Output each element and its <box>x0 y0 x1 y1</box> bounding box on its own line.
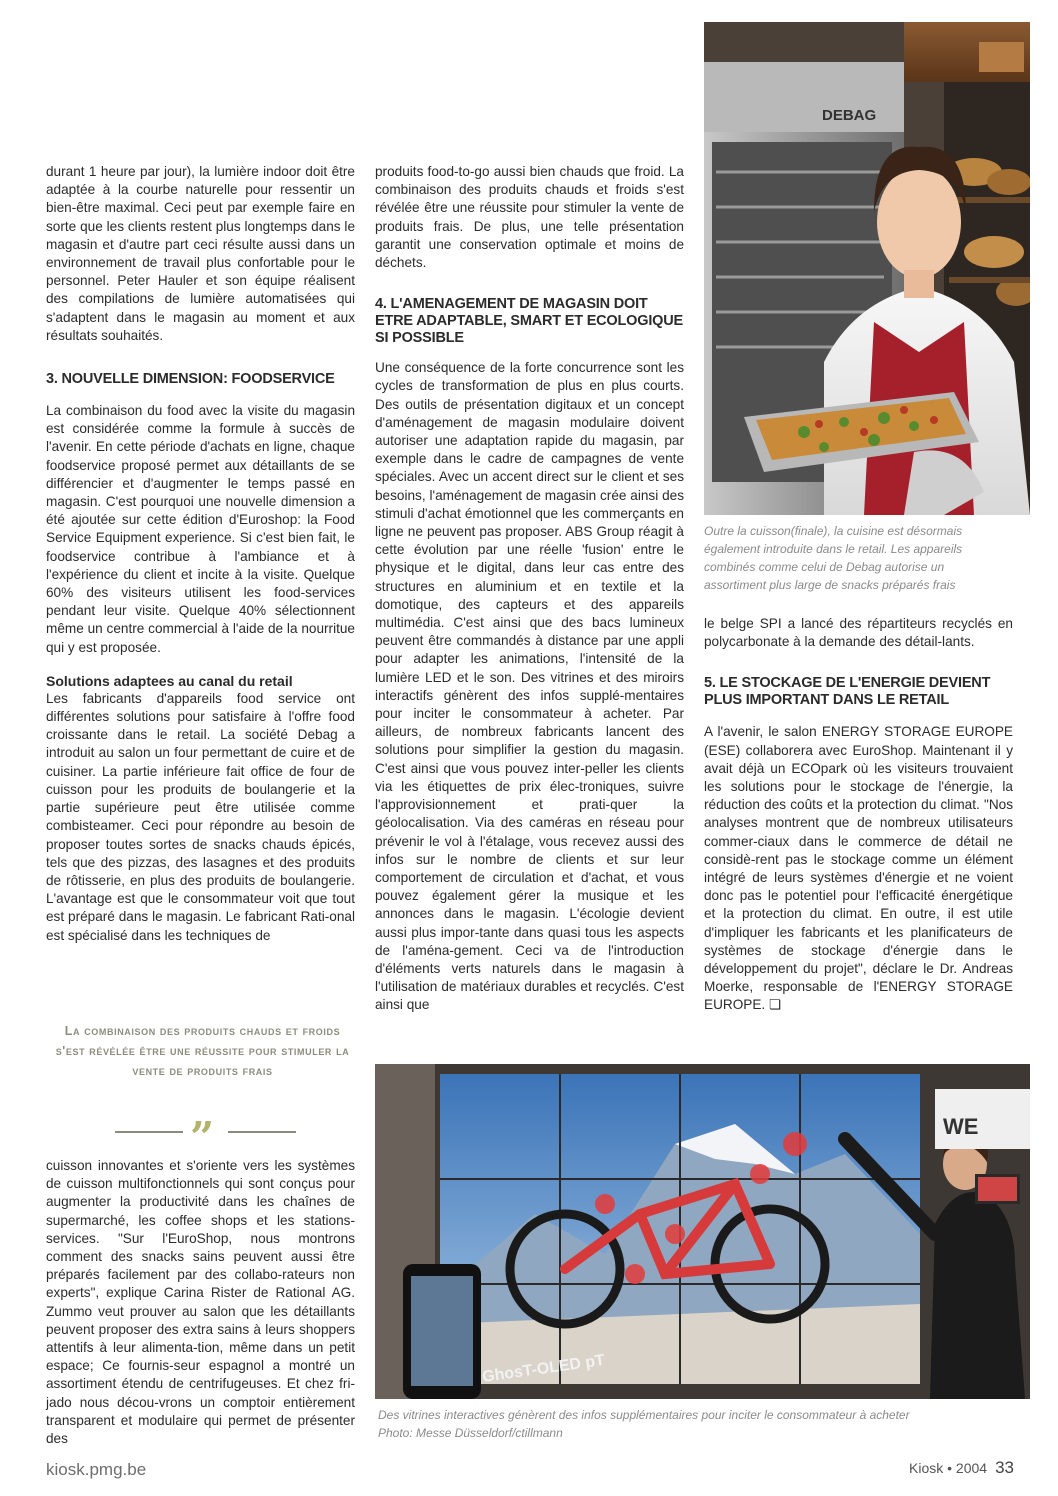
quote-mark-icon: ” <box>190 1113 215 1162</box>
paragraph: Une conséquence de la forte concurrence sont les cycles de transformation de plus en plus courts. Des outils de présentation digitaux et un concept d'aménagement de magasin modulaire doivent autoriser une adaptation rapide du magasin, par exemple dans le cadre de campagnes de vente spéciales. Avec un accent direct sur le client et ses besoins, l'aménagement de magasin crée ainsi des stimuli d'achat émotionnel que les commerçants en ligne ne peuvent pas proposer. ABS Group réagit à cette évolution par une réelle 'fusion' entre le physique et le digital, dans leur cas entre des structures en aluminium et en textile et la domotique, des capteurs et des appareils multimédia. C'est ainsi que des bacs lumineux peuvent être commandés à distance par une appli pour adapter les animations, l'intensité de la lumière LED et le son. Des vitrines et des miroirs interactifs génèrent des infos supplé-mentaires pour inciter le consommateur à acheter. Par ailleurs, de nombreux fabricants lancent des solutions pour simplifier la gestion du magasin. C'est ainsi que vous pouvez inter-peller les clients via les étiquettes de prix élec-troniques, suivre l'approvisionnement et prati-quer la géolocalisation. Via des caméras en réseau pour prévenir le vol à l'étalage, vous recevez aussi des infos sur le nombre de clients et sur leur comportement de circulation et d'achat, et vous pouvez également gérer la musique et les annonces dans le magasin. L'écologie devient aussi plus impor-tante dans quasi tous les aspects de l'aména-gement. Ceci va de l'introduction d'éléments verts naturels dans le magasin à l'utilisation de matériaux durables et recyclés. C'est ainsi que <box>375 360 684 1013</box>
footer-site-link[interactable]: kiosk.pmg.be <box>46 1460 147 1479</box>
caption-line: Des vitrines interactives génèrent des infos supplémentaires pour inciter le consommateur à acheter <box>378 1408 910 1422</box>
section-heading-5: 5. LE STOCKAGE DE L'ENERGIE DEVIENT PLUS IMPORTANT DANS LE RETAIL <box>704 675 991 709</box>
quote-rule-left <box>115 1131 183 1133</box>
issue-label: Kiosk • 2004 <box>909 1460 988 1476</box>
interactive-display-photo <box>375 1064 1030 1399</box>
column-2 <box>375 163 684 1015</box>
paragraph: A l'avenir, le salon ENERGY STORAGE EUROPE (ESE) collaborera avec EuroShop. Maintenant il y avait déjà un ECOpark où les visiteurs trouvaient les solutions pour le stockage de l'énergie, la réduction des coûts et la protection du climat. "Nos analyses montrent que de nombreux utilisateurs commer-ciaux dans le commerce de détail ne considè-rent pas le stockage comme un élément intégré de leurs systèmes d'énergie et ne voient donc pas le potentiel pour l'efficacité énergétique et la protection du climat. En outre, il est utile d'impliquer les fabricants et les planificateurs de systèmes de stockage d'énergie dans le développement du projet", déclare le Dr. Andreas Moerke, responsable de l'ENERGY STORAGE EUROPE. ❏ <box>704 724 1013 1013</box>
photo-caption-display <box>378 1406 1018 1442</box>
photo-caption-debag: Outre la cuisson(finale), la cuisine est désormais également introduite dans le retail. Les appareils combinés comme celui de Debag autorise un assortiment plus large de snacks préparés frais <box>704 524 963 592</box>
footer-issue <box>909 1458 1014 1478</box>
bike-display-illustration <box>375 1064 1030 1399</box>
pull-quote: La combinaison des produits chauds et froids s'est révélée être une réussite pour stimuler la vente de produits frais <box>55 1024 350 1078</box>
chef-illustration <box>704 22 1030 515</box>
screen-label: GhosT-OLED pT <box>481 1351 606 1386</box>
quote-rule-right <box>228 1131 296 1133</box>
section-heading-3: 3. NOUVELLE DIMENSION: FOODSERVICE <box>46 371 335 388</box>
debag-logo: DEBAG <box>822 107 877 124</box>
paragraph: durant 1 heure par jour), la lumière indoor doit être adaptée à la courbe naturelle pour ressentir un bien-être maximal. Ceci peut par exemple faire en sorte que les clients restent plus longtemps dans le magasin et d'autre part ceci résulte aussi dans un environnement de travail plus confortable pour le personnel. Peter Hauler et son équipe réalisent des compilations de lumière automatisées qui s'adaptent dans le magasin au moment et aux résultats souhaités. <box>46 164 355 343</box>
section-heading-4: 4. L'AMENAGEMENT DE MAGASIN DOIT ETRE ADAPTABLE, SMART ET ECOLOGIQUE SI POSSIBLE <box>375 296 683 347</box>
column-3 <box>704 615 1013 1015</box>
debag-oven-photo <box>704 22 1030 515</box>
paragraph: produits food-to-go aussi bien chauds que froid. La combinaison des produits chauds et froids s'est révélée être une réussite pour stimuler la vente de produits frais. De plus, une telle présentation garantit une conservation optimale et moins de déchets. <box>375 164 684 271</box>
paragraph: cuisson innovantes et s'oriente vers les systèmes de cuisson multifonctionnels qui sont conçus pour augmenter la productivité dans les chaînes de supermarché, les coffee shops et les stations-services. "Sur l'EuroShop, nous montrons comment des snacks sains peuvent aussi être préparés facilement par des collabo-rateurs non experts", explique Carina Rister de Rational AG. Zummo veut prouver au salon que les détaillants peuvent proposer des extra sains à leurs shoppers attentifs à leur alimenta-tion, même dans un petit espace; Ce fournis-seur espagnol a montré un assortiment étendu de centrifugeuses. Et chez fri-jado nous décou-vrons un comptoir entièrement transparent et modulaire qui permet de présenter des <box>46 1158 355 1447</box>
column-1-bottom <box>46 1157 355 1448</box>
booth-sign: WE <box>943 1114 979 1139</box>
paragraph: Les fabricants d'appareils food service ont différentes solutions pour satisfaire à l'offre food croissante dans le retail. La société Debag a introduit au salon un four permettant de cuire et de cuisiner. La partie inférieure fait office de four de cuisson pour les produits de boulangerie et la partie supérieure peut être utilisée comme combisteamer. Ceci pour répondre au besoin de proposer toutes sortes de snacks chauds épicés, tels que des pizzas, des lasagnes et des produits de rôtisserie, en plus des produits de boulangerie. L'avantage est que le consommateur voit que tout est préparé dans le magasin. Le fabricant Rati-onal est spécialisé dans les techniques de <box>46 690 355 943</box>
paragraph: le belge SPI a lancé des répartiteurs recyclés en polycarbonate à la demande des détail-lants. <box>704 616 1013 650</box>
paragraph: La combinaison du food avec la visite du magasin est considérée comme la formule à succès de l'avenir. En cette période d'achats en ligne, chaque foodservice proposé permet aux détaillants de se différencier et d'augmenter le temps passé en magasin. C'est pourquoi une nouvelle dimension a été ajoutée sur cette édition d'Euroshop: la Food Service Equipment experience. Si c'est bien fait, le foodservice contribue à l'ambiance et à l'expérience du client et incite à la visite. Quelque 60% des visiteurs utilisent les food-services pendant leur visite. Quelque 40% sélectionnent même un centre commercial à l'aide de la nourritue qui y est proposée. <box>46 403 355 655</box>
column-1-top <box>46 163 355 945</box>
page-number: 33 <box>995 1458 1014 1477</box>
photo-credit: Photo: Messe Düsseldorf/ctillmann <box>378 1426 563 1440</box>
subheading: Solutions adaptees au canal du retail <box>46 672 293 689</box>
